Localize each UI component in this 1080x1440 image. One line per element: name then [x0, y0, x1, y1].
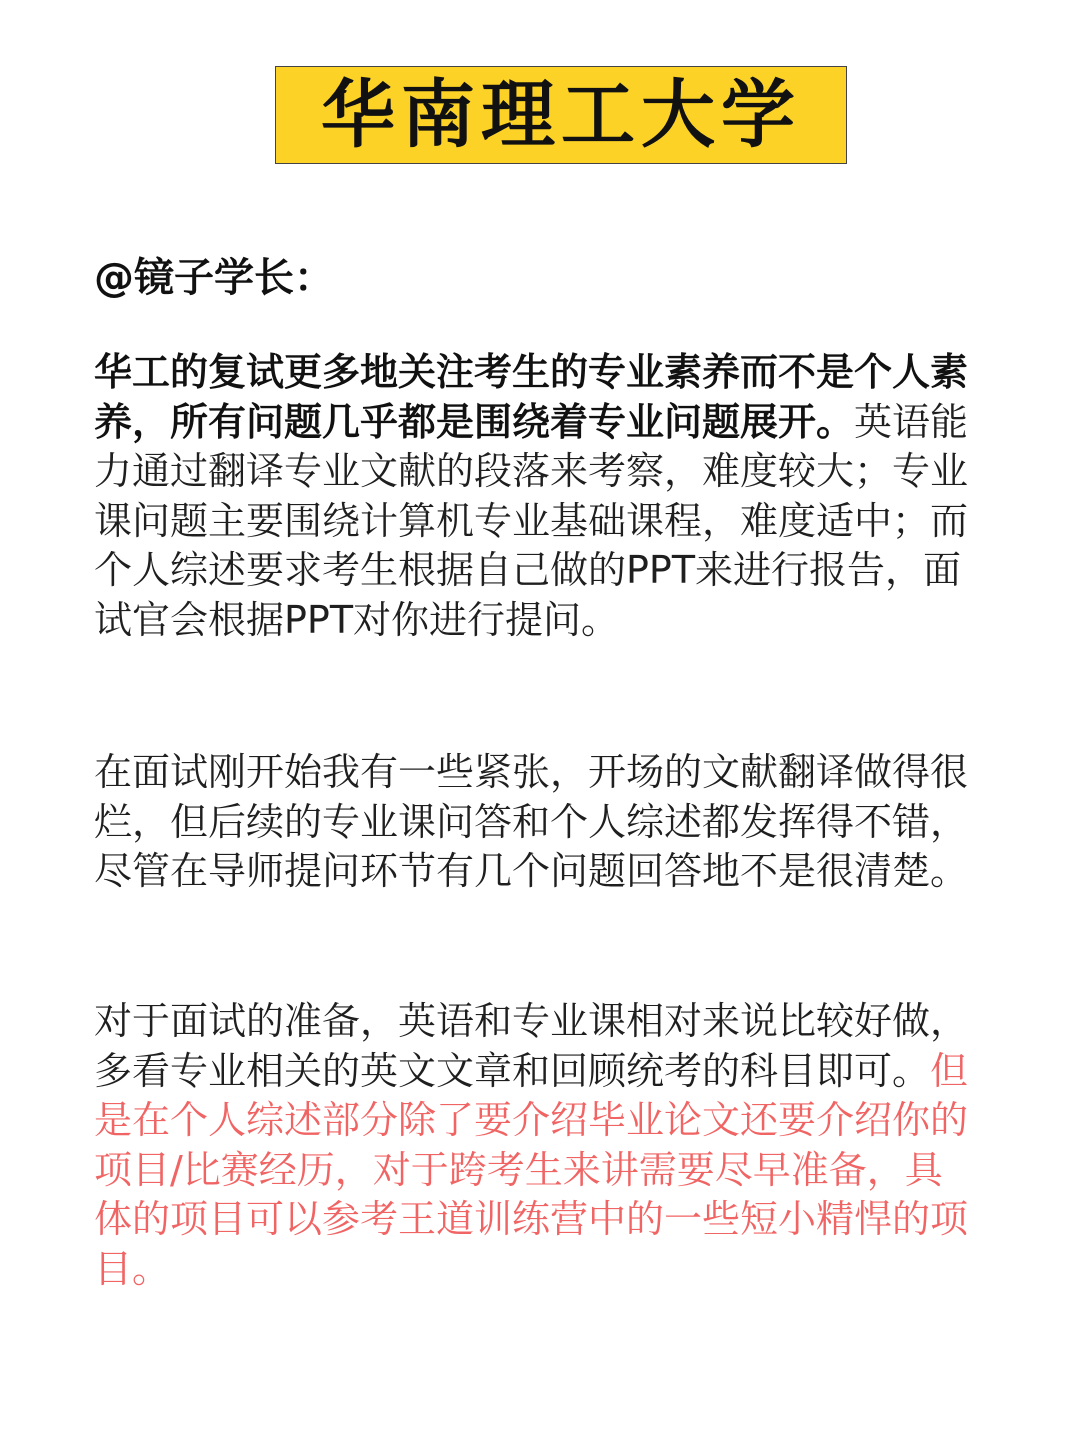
paragraph-3-highlight: 但是在个人综述部分除了要介绍毕业论文还要介绍你的项目/比赛经历，对于跨考生来讲需要尽早准备，具体的项目可以参考王道训练营中的一些短小精悍的项目。: [94, 1048, 969, 1291]
paragraph-1-bold: 华工的复试更多地关注考生的专业素养而不是个人素养，所有问题几乎都是围绕着专业问题展开。: [94, 350, 969, 444]
author-handle: @镜子学长：: [94, 255, 334, 301]
paragraph-3-text: 对于面试的准备，英语和专业课相对来说比较好做，多看专业相关的英文文章和回顾统考的科目即可。: [94, 999, 969, 1093]
paragraph-3: [94, 997, 974, 1294]
title-banner: [275, 66, 847, 164]
paragraph-2-text: 在面试刚开始我有一些紧张，开场的文献翻译做得很烂，但后续的专业课问答和个人综述都发挥得不错，尽管在导师提问环节有几个问题回答地不是很清楚。: [94, 750, 969, 893]
paragraph-2: [94, 748, 974, 897]
paragraph-1-text: 英语能力通过翻译专业文献的段落来考察，难度较大；专业课问题主要围绕计算机专业基础课程，难度适中；而个人综述要求考生根据自己做的PPT来进行报告，面试官会根据PPT对你进行提问。: [94, 399, 969, 642]
page-title: 华南理工大学: [321, 72, 801, 158]
paragraph-1: [94, 348, 974, 645]
